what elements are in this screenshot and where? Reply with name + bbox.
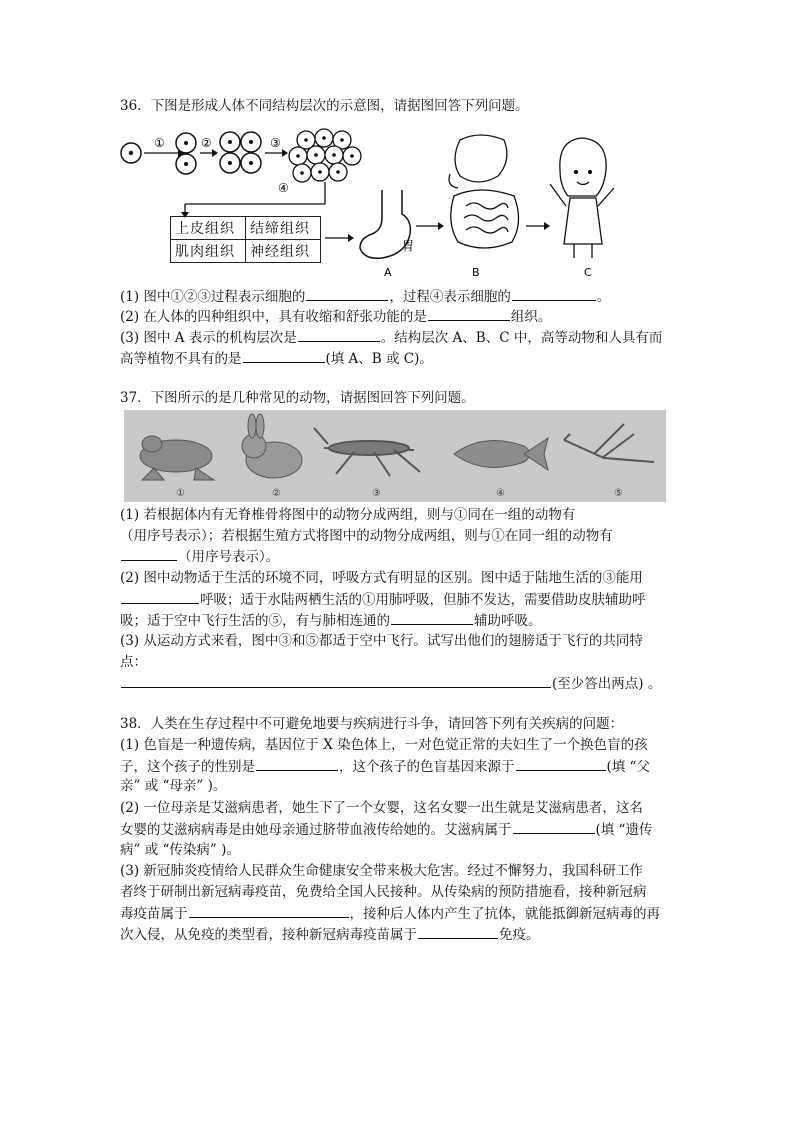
- animal-label-2: ②: [272, 488, 281, 499]
- q38-part3-cont2: 毒疫苗属于 ，接种后人体内产生了抗体，就能抵御新冠病毒的再: [120, 903, 660, 924]
- answer-blank[interactable]: [391, 610, 473, 625]
- answer-blank[interactable]: [306, 286, 388, 301]
- q38-part3-end: 次入侵，从免疫的类型看，接种新冠病毒疫苗属于 免疫。: [120, 924, 540, 945]
- rabbit-image: [242, 414, 302, 478]
- tissue-nerve: 神经组织: [246, 240, 321, 263]
- four-cells: [220, 132, 261, 173]
- animal-label-4: ④: [496, 488, 505, 499]
- tissue-table: [170, 216, 321, 263]
- q37-part2-end: 吸；适于空中飞行生活的⑤，有与肺相连通的 辅助呼吸。: [120, 610, 542, 631]
- label-c: C: [584, 266, 592, 279]
- animal-label-3: ③: [372, 488, 381, 499]
- answer-blank[interactable]: [298, 327, 380, 342]
- single-cell: [121, 143, 141, 163]
- crane-image: [564, 424, 654, 462]
- answer-blank[interactable]: [418, 924, 498, 939]
- step-2-label: ②: [201, 136, 212, 150]
- step-3-label: ③: [270, 136, 281, 150]
- digestive-system: [449, 135, 519, 248]
- q37-part1: (1) 若根据体内有无脊椎骨将图中的动物分成两组，则与①同在一组的动物有: [120, 507, 576, 523]
- animals-photo: [124, 410, 666, 502]
- q36-part2: (2) 在人体的四种组织中，具有收缩和舒张功能的是 组织。: [120, 306, 551, 327]
- answer-blank[interactable]: [121, 589, 199, 604]
- grasshopper-image: [314, 428, 420, 476]
- tissue-muscle: 肌肉组织: [171, 240, 246, 263]
- q36-part3-cont: 高等植物不具有的是 (填 A、B 或 C)。: [120, 348, 433, 369]
- q37-part3-end: (至少答出两点) 。: [120, 673, 661, 694]
- answer-blank[interactable]: [243, 348, 325, 363]
- q37-part1-cont: （用序号表示）；若根据生殖方式将图中的动物分成两组，则与①在同一组的动物有: [120, 528, 613, 544]
- q38-part2-end: 病” 或 “传染病” )。: [120, 842, 240, 858]
- q38-part1: (1) 色盲是一种遗传病，基因位于 X 染色体上，一对色觉正常的夫妇生了一个换色盲的孩: [120, 737, 648, 753]
- answer-blank[interactable]: [121, 673, 551, 688]
- label-b: B: [472, 266, 480, 279]
- q38-part3-cont: 者终于研制出新冠病毒疫苗，免费给全国人民接种。从传染病的预防措施看，接种新冠病: [120, 884, 647, 900]
- frog-image: [140, 436, 214, 480]
- fish-image: [454, 438, 548, 470]
- step-4-label: ④: [278, 181, 289, 195]
- answer-blank[interactable]: [189, 903, 349, 918]
- answer-blank[interactable]: [512, 286, 596, 301]
- tissue-connective: 结缔组织: [246, 217, 321, 240]
- q38-part2-cont: 女婴的艾滋病病毒是由她母亲通过脐带血液传给她的。艾滋病属于 (填 “遗传: [120, 819, 652, 840]
- q37-part3: (3) 从运动方式来看，图中③和⑤都适于空中飞行。试写出他们的翅膀适于飞行的共同特: [120, 633, 643, 649]
- q37-part2-cont: 呼吸；适于水陆两栖生活的①用肺呼吸，但肺不发达，需要借助皮肤辅助呼: [120, 589, 646, 610]
- q37-title: 37．下图所示的是几种常见的动物，请据图回答下列问题。: [120, 390, 475, 406]
- q37-part2: (2) 图中动物适于生活的环境不同，呼吸方式有明显的区别。图中适于陆地生活的③能用: [120, 570, 643, 586]
- q37-part3-cont: 点：: [120, 654, 147, 670]
- answer-blank[interactable]: [256, 756, 338, 771]
- animals-illustration: [124, 410, 666, 502]
- q37-part1-end: （用序号表示）。: [120, 546, 279, 567]
- person-figure: [550, 138, 614, 258]
- step-1-label: ①: [154, 136, 165, 150]
- label-a: A: [384, 266, 392, 279]
- answer-blank[interactable]: [513, 819, 595, 834]
- animal-label-5: ⑤: [614, 488, 623, 499]
- answer-blank[interactable]: [121, 546, 177, 561]
- q38-part2: (2) 一位母亲是艾滋病患者，她生下了一个女婴，这名女婴一出生就是艾滋病患者，这名: [120, 800, 643, 816]
- answer-blank[interactable]: [516, 756, 606, 771]
- q36-part1: (1) 图中①②③过程表示细胞的 ，过程④表示细胞的 。: [120, 286, 610, 307]
- animal-label-1: ①: [176, 488, 185, 499]
- tissue-epithelial: 上皮组织: [171, 217, 246, 240]
- q38-part3: (3) 新冠肺炎疫情给人民群众生命健康安全带来极大危害。经过不懈努力，我国科研工作: [120, 863, 643, 879]
- q38-title: 38．人类在生存过程中不可避免地要与疾病进行斗争，请回答下列有关疾病的问题：: [120, 716, 624, 732]
- organ-label: 胃: [402, 239, 415, 253]
- q38-part1-cont: 子，这个孩子的性别是 ，这个孩子的色盲基因来源于 (填 “父: [120, 756, 650, 777]
- q36-title: 36．下图是形成人体不同结构层次的示意图，请据图回答下列问题。: [120, 98, 529, 114]
- q38-part1-end: 亲” 或 “母亲” )。: [120, 778, 227, 794]
- q36-part3: (3) 图中 A 表示的机构层次是 。结构层次 A、B、C 中，高等动物和人具有而: [120, 327, 662, 348]
- answer-blank[interactable]: [428, 306, 510, 321]
